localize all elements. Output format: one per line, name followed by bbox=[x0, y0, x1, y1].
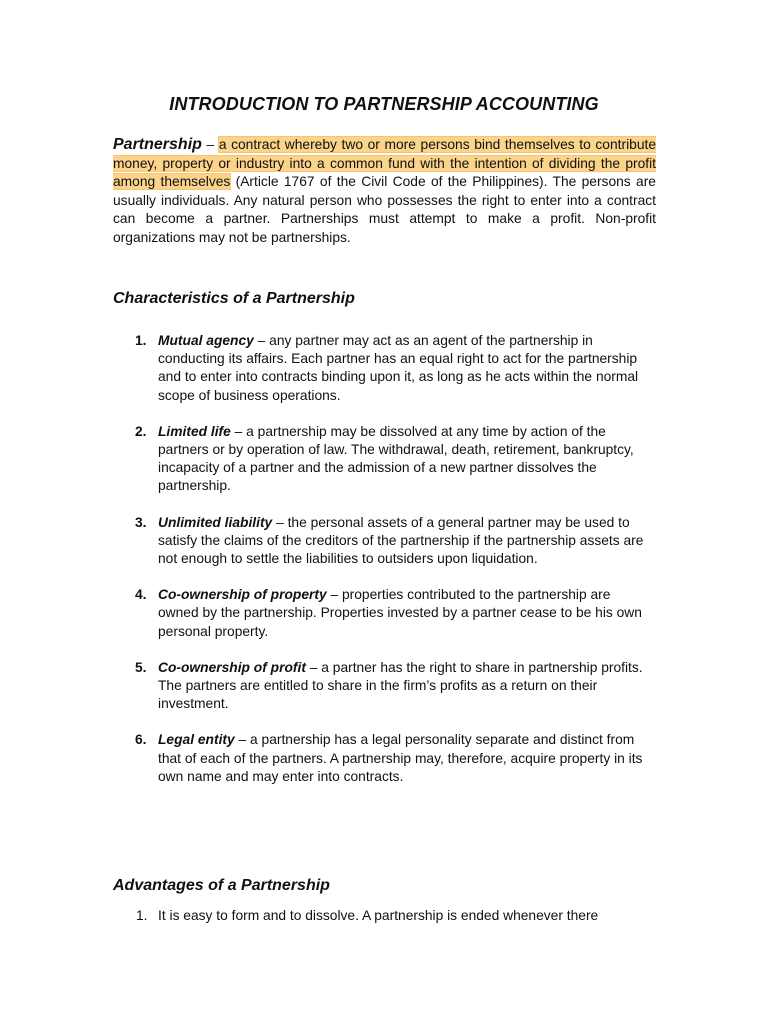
list-item-text: – any partner may act as an agent of the partnership in conducting its affairs. Each partner has an equal right to act for the partnership and to enter into contracts binding upon it, as long as he acts within the normal scope of business operations. bbox=[158, 333, 639, 403]
intro-dash: – bbox=[201, 137, 219, 152]
document-title: INTRODUCTION TO PARTNERSHIP ACCOUNTING bbox=[169, 94, 599, 114]
list-item bbox=[0, 907, 650, 925]
list-item-term: Legal entity bbox=[158, 732, 235, 748]
list-item-text: – the personal assets of a general partner may be used to satisfy the claims of the creditors of the partnership if the partnership assets are not enough to settle the liabilities to outsiders upon liquidation. bbox=[158, 514, 644, 567]
list-item bbox=[0, 514, 650, 569]
list-item-text: – a partnership has a legal personality separate and distinct from that of each of the partners. A partnership may, therefore, acquire property in its own name and may enter into contracts. bbox=[158, 732, 643, 784]
characteristics-list bbox=[0, 332, 768, 804]
list-item-number: 3. bbox=[135, 514, 147, 530]
list-item-number: 4. bbox=[135, 587, 147, 603]
list-item bbox=[0, 586, 650, 641]
list-item bbox=[0, 659, 650, 714]
list-item-number: 2. bbox=[135, 423, 147, 439]
advantages-heading: Advantages of a Partnership bbox=[113, 877, 330, 894]
list-item-term: Co-ownership of property bbox=[158, 587, 327, 603]
list-item-text: – a partner has the right to share in partnership profits. The partners are entitled to share in the firm’s profits as a return on their investment. bbox=[158, 659, 643, 712]
list-item-number: 1. bbox=[136, 908, 148, 923]
intro-rest: (Article 1767 of the Civil Code of the Philippines). The persons are usually individuals. Any natural person who possesses the right to enter into a contract can become a partner. Partnerships must attempt to make a profit. Non-profit organizations may not be partnerships. bbox=[113, 174, 656, 245]
characteristics-heading: Characteristics of a Partnership bbox=[113, 290, 355, 307]
list-item-number: 1. bbox=[135, 333, 147, 348]
intro-term: Partnership bbox=[113, 136, 202, 153]
list-item-term: Mutual agency bbox=[158, 333, 254, 348]
list-item-term: Unlimited liability bbox=[158, 514, 273, 530]
list-item-text: – a partnership may be dissolved at any time by action of the partners or by operation of law. The withdrawal, death, retirement, bankruptcy, incapacity of a partner and the admission of a new partner dissolves the partnership. bbox=[158, 423, 634, 494]
list-item-text: – properties contributed to the partnership are owned by the partnership. Properties invested by a partner cease to be his own personal property. bbox=[158, 587, 642, 639]
list-item bbox=[0, 731, 650, 786]
intro-paragraph bbox=[113, 136, 656, 248]
intro-highlighted-definition[interactable]: a contract whereby two or more persons bind themselves to contribute money, property or industry into a common fund with the intention of dividing the profit among themselves bbox=[113, 137, 656, 190]
list-item-number: 5. bbox=[135, 659, 147, 675]
list-item-term: Co-ownership of profit bbox=[158, 659, 306, 675]
list-item-term: Limited life bbox=[158, 423, 231, 439]
list-item bbox=[0, 423, 650, 496]
advantages-list bbox=[0, 907, 768, 925]
list-item-number: 6. bbox=[135, 732, 147, 748]
list-item bbox=[0, 332, 650, 405]
list-item-text: It is easy to form and to dissolve. A partnership is ended whenever there bbox=[158, 908, 599, 923]
